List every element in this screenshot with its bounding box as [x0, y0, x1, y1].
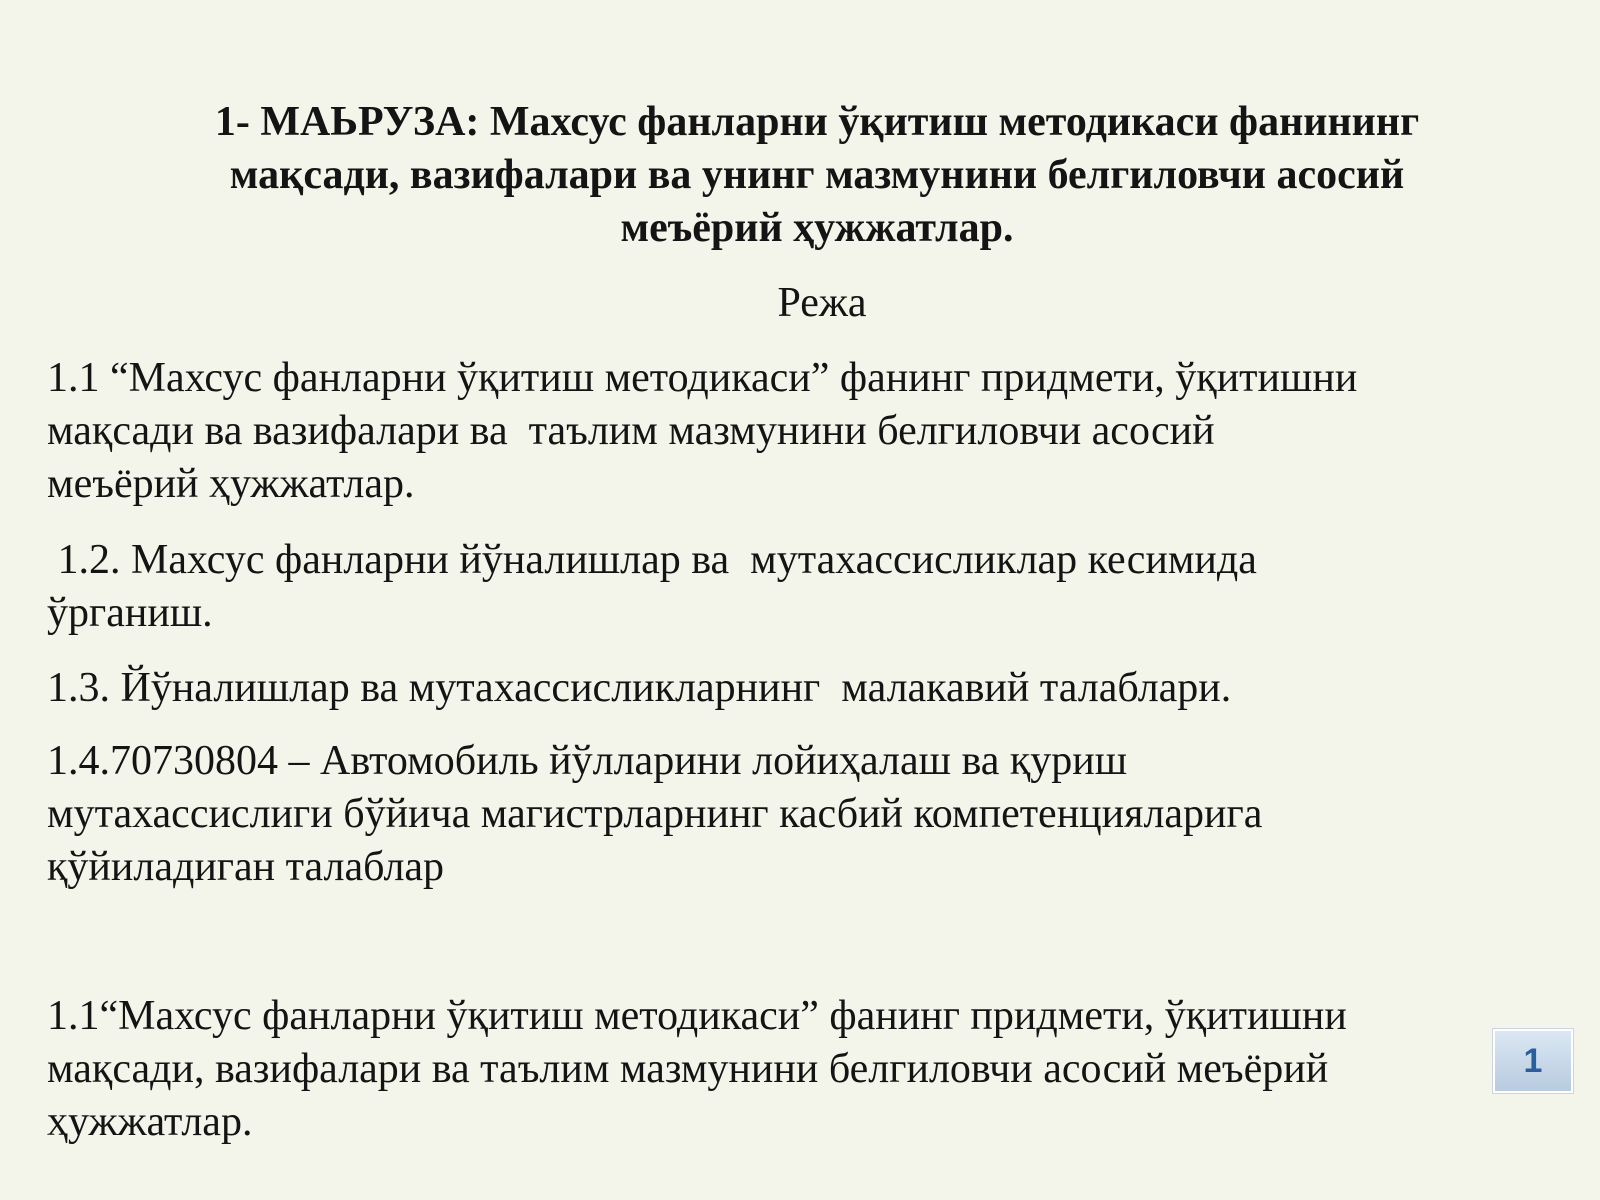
- slide-title: [80, 96, 1554, 255]
- plan-item-1-3: [47, 662, 1567, 715]
- plan-heading: Режа: [777, 280, 867, 326]
- text-line: 1.3. Йўналишлар ва мутахассисликларнинг малакавий талаблари.: [47, 665, 1232, 711]
- title-line: мақсади, вазифалари ва унинг мазмунини белгиловчи асосий: [229, 152, 1405, 198]
- text-line: ўрганиш.: [47, 590, 213, 636]
- text-line: 1.1“Махсус фанларни ўқитиш методикаси” фанинг придмети, ўқитишни: [47, 993, 1347, 1039]
- title-line: 1- МАЬРУЗА: Махсус фанларни ўқитиш методикаси фанининг: [214, 99, 1420, 145]
- text-line: ҳужжатлар.: [47, 1099, 253, 1145]
- text-line: мақсади ва вазифалари ва таълим мазмунини белгиловчи асосий: [47, 408, 1215, 454]
- text-line: 1.2. Махсус фанларни йўналишлар ва мутахассисликлар кесимида: [47, 537, 1257, 583]
- section-1-1-heading: [47, 990, 1567, 1149]
- text-line: меъёрий ҳужжатлар.: [47, 461, 415, 507]
- text-line: мақсади, вазифалари ва таълим мазмунини белгиловчи асосий меъёрий: [47, 1046, 1329, 1092]
- plan-item-1-1: [47, 352, 1567, 511]
- plan-item-1-4: [47, 735, 1567, 894]
- page-number-badge: 1: [1493, 1029, 1573, 1093]
- text-line: 1.4.70730804 – Автомобиль йўлларини лойиҳалаш ва қуриш: [47, 738, 1128, 784]
- plan-item-1-2: [47, 534, 1567, 640]
- text-line: 1.1 “Махсус фанларни ўқитиш методикаси” фанинг придмети, ўқитишни: [47, 355, 1358, 401]
- text-line: мутахассислиги бўйича магистрларнинг касбий компетенцияларига: [47, 791, 1263, 837]
- text-line: қўйиладиган талаблар: [47, 844, 445, 890]
- title-line: меъёрий ҳужжатлар.: [620, 205, 1014, 251]
